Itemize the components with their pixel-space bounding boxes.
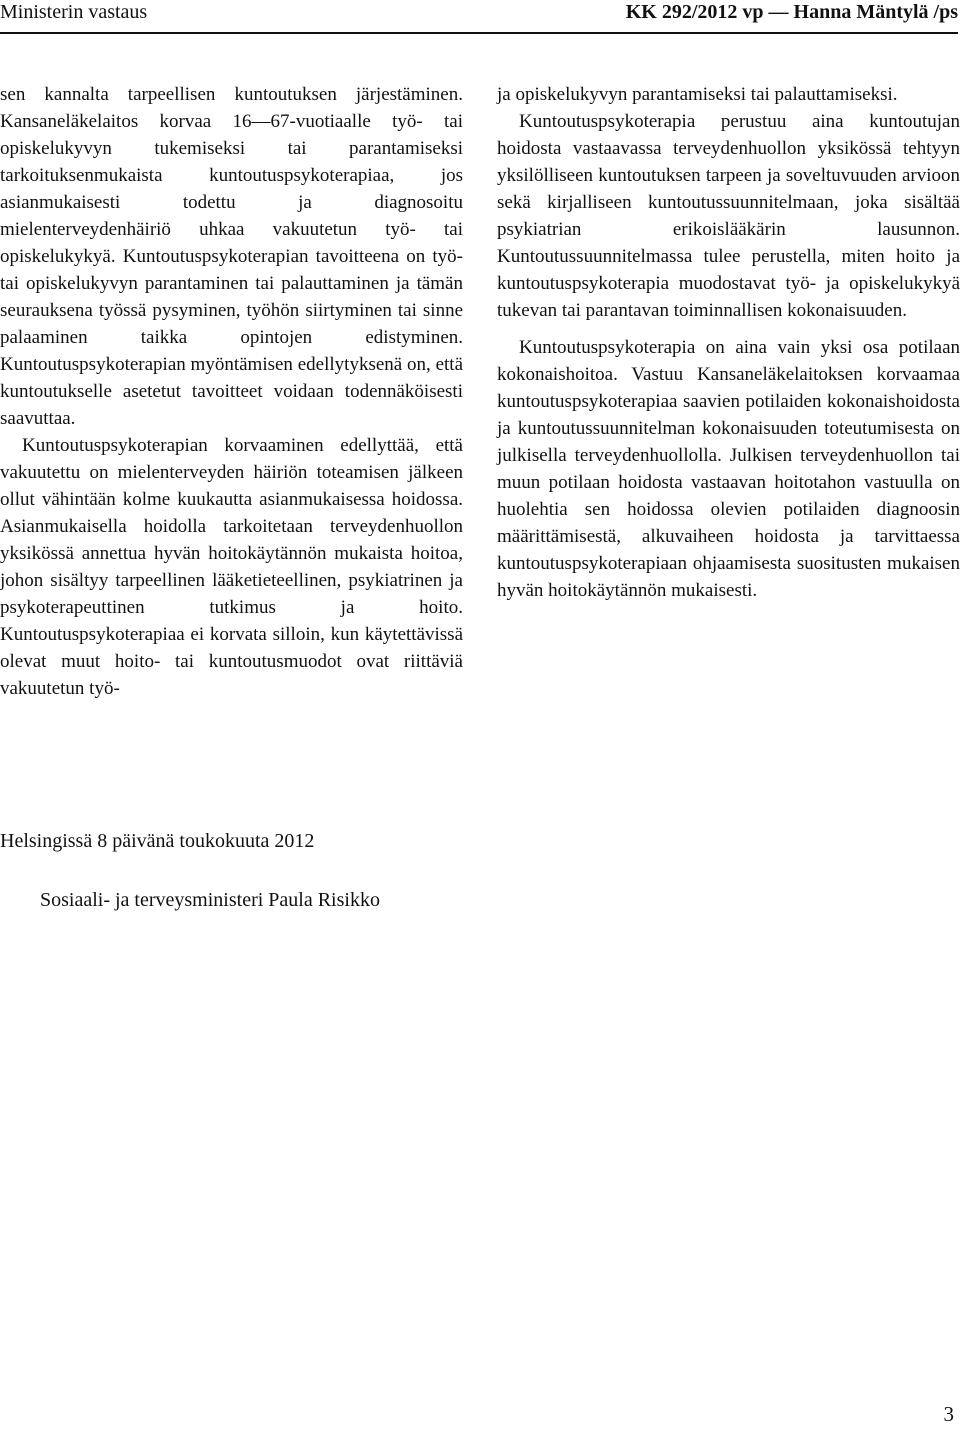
left-paragraph-2: Kuntoutuspsykoterapian korvaaminen edellyttää, että vakuutettu on mielenterveyden häiriön toteamisen jälkeen ollut vähintään kolme kuukautta asianmukaisessa hoidossa. Asianmukaisella hoidolla tarkoitetaan terveydenhuollon yksikössä annettua hyvän hoitokäytännön mukaista hoitoa, johon sisältyy tarpeellinen lääketieteellinen, psykiatrinen ja psykoterapeuttinen tutkimus ja hoito. Kuntoutuspsykoterapiaa ei korvata silloin, kun käytettävissä olevat muut hoito- tai kuntoutusmuodot ovat riittäviä vakuutetun työ- xyxy=(0,435,463,699)
left-paragraph-1: sen kannalta tarpeellisen kuntoutuksen järjestäminen. Kansaneläkelaitos korvaa 16—67-vuotiaalle työ- tai opiskelukyvyn tukemiseksi tai parantamiseksi tarkoituksenmukaista kuntoutuspsykoterapiaa, jos asianmukaisesti todettu ja diagnosoitu mielenterveydenhäiriö uhkaa vakuutetun työ- tai opiskelukykyä. Kuntoutuspsykoterapian tavoitteena on työ- tai opiskelukyvyn parantaminen tai palauttaminen ja tämän seurauksena työssä pysyminen, työhön siirtyminen tai sinne palaaminen taikka opintojen edistyminen. Kuntoutuspsykoterapian myöntämisen edellytyksenä on, että kuntoutukselle asetetut tavoitteet voidaan todennäköisesti saavuttaa. xyxy=(0,84,463,429)
header-rule xyxy=(0,32,958,34)
right-column xyxy=(497,81,960,604)
right-paragraph-2: Kuntoutuspsykoterapia perustuu aina kuntoutujan hoidosta vastaavassa terveydenhuollon yksikössä tehtyyn yksilölliseen kuntoutuksen tarpeen ja soveltuvuuden arvioon sekä kirjalliseen kuntoutussuunnitelmaan, joka sisältää psykiatrian erikoislääkärin lausunnon. Kuntoutussuunnitelmassa tulee perustella, miten hoito ja kuntoutuspsykoterapia muodostavat työ- ja opiskelukykyä tukevan tai parantavan toiminnallisen kokonaisuuden. xyxy=(497,111,960,321)
date-line: Helsingissä 8 päivänä toukokuuta 2012 xyxy=(0,830,315,852)
right-paragraph-1: ja opiskelukyvyn parantamiseksi tai palauttamiseksi. xyxy=(497,84,898,105)
signature-line: Sosiaali- ja terveysministeri Paula Risikko xyxy=(40,889,380,911)
right-paragraph-3: Kuntoutuspsykoterapia on aina vain yksi osa potilaan kokonaishoitoa. Vastuu Kansaneläkelaitoksen korvaamaa kuntoutuspsykoterapiaa saavien potilaiden kokonaishoidosta ja kuntoutussuunnitelman kokonaisuuden toteutumisesta on julkisella terveydenhuollolla. Julkisen terveydenhuollon tai muun potilaan hoidosta vastaavan hoitotahon vastuulla on huolehtia sen hoidossa olevien potilaiden diagnoosin määrittämisestä, alkuvaiheen hoidosta ja tarvittaessa kuntoutuspsykoterapiaan ohjaamisesta suositusten mukaisen hyvän hoitokäytännön mukaisesti. xyxy=(497,337,960,601)
left-column xyxy=(0,81,463,702)
header-document-reference: KK 292/2012 vp — Hanna Mäntylä /ps xyxy=(625,1,958,23)
page-header xyxy=(0,0,958,34)
header-section-title: Ministerin vastaus xyxy=(0,1,148,23)
page-number: 3 xyxy=(943,1402,954,1426)
